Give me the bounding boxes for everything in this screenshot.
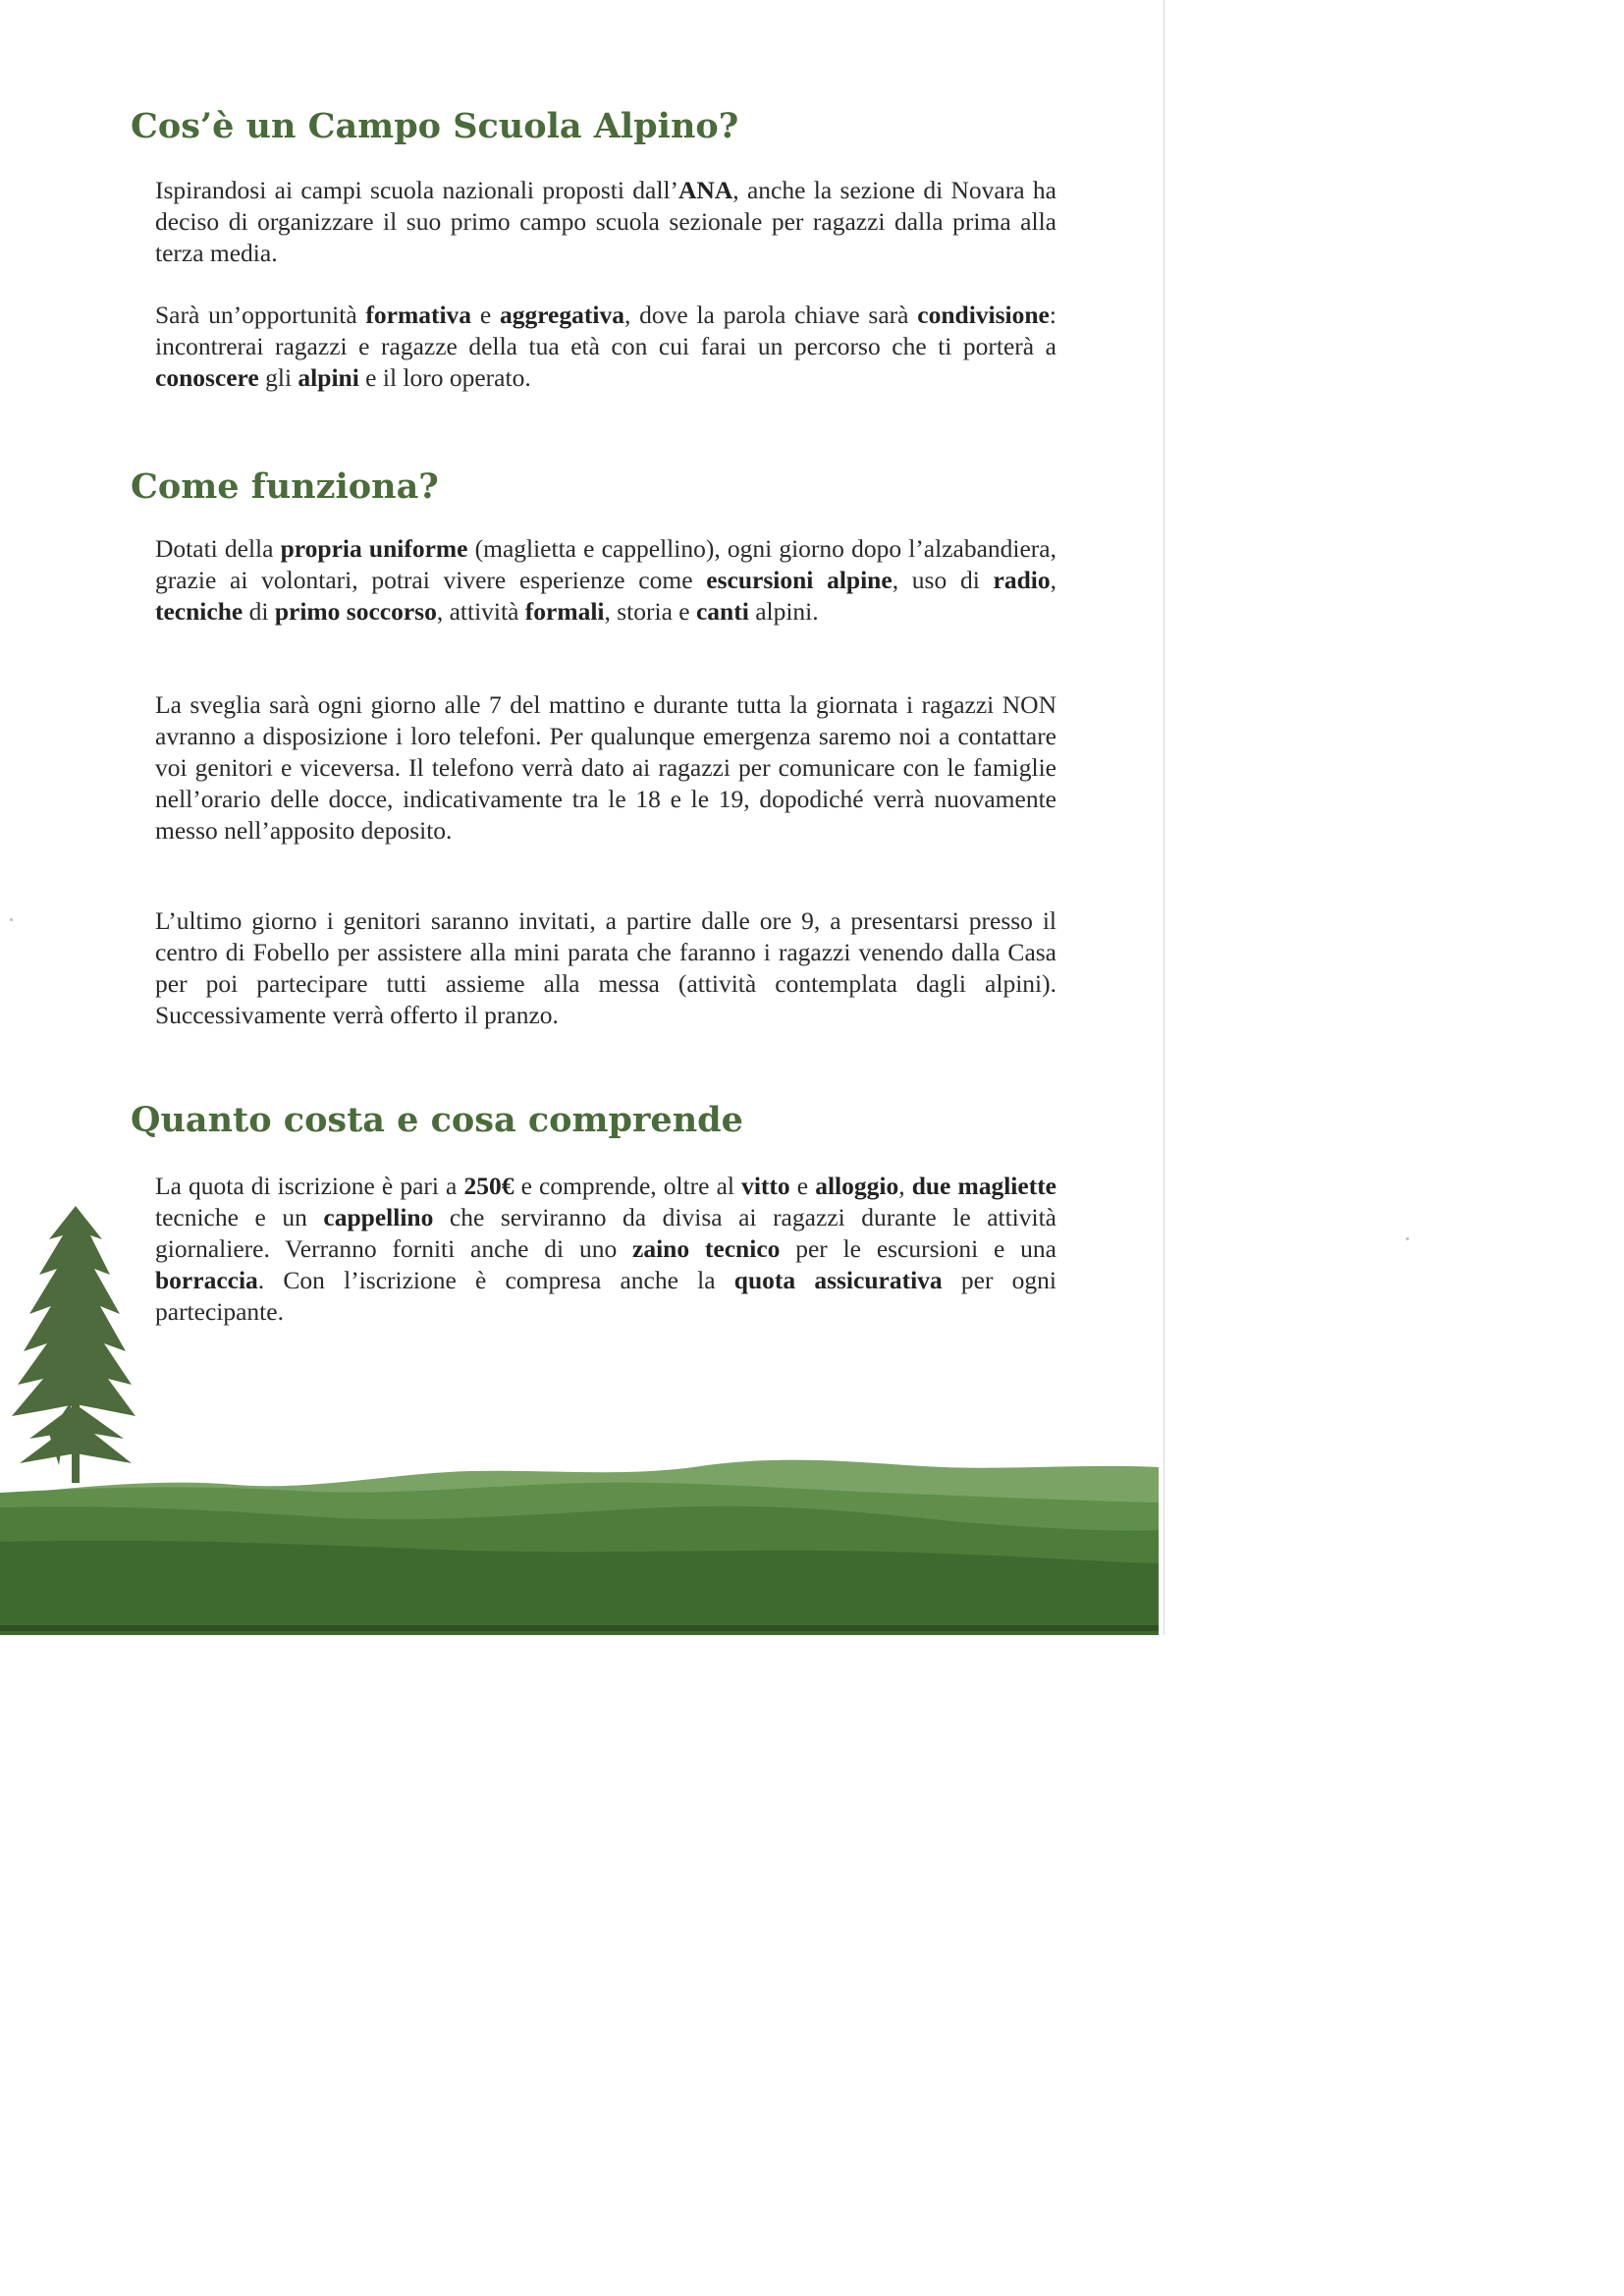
section-heading-quanto-costa: Quanto costa e cosa comprende [131, 1100, 743, 1140]
rolling-hills-illustration [0, 1460, 1159, 1635]
paragraph: L’ultimo giorno i genitori saranno invitati, a partire dalle ore 9, a presentarsi presso il centro di Fobello per assistere alla mini parata che faranno i ragazzi venendo dalla Casa per poi partecipare tutti assieme alla messa (attività contemplata dagli alpini). Successivamente verrà offerto il pranzo. [155, 906, 1056, 1029]
emphasis-text: propria uniforme [280, 534, 468, 563]
emphasis-text: ANA [678, 176, 733, 204]
paragraph: La sveglia sarà ogni giorno alle 7 del mattino e durante tutta la giornata i ragazzi NON avranno a disposizione i loro telefoni. Per qualunque emergenza saremo noi a contattare voi genitori e viceversa. Il telefono verrà dato ai ragazzi per comunicare con le famiglie nell’orario delle docce, indicativamente tra le 18 e le 19, dopodiché verrà nuovamente messo nell’apposito deposito. [155, 690, 1056, 845]
emphasis-text: tecniche [155, 597, 244, 626]
emphasis-text: vitto [741, 1172, 790, 1200]
emphasis-text: primo soccorso [274, 597, 437, 626]
emphasis-text: due magliette [911, 1172, 1056, 1200]
emphasis-text: alpini [298, 363, 359, 392]
pine-tree-illustration [12, 1206, 135, 1483]
emphasis-text: canti [695, 597, 749, 626]
emphasis-text: borraccia [155, 1266, 258, 1294]
emphasis-text: aggregativa [499, 301, 624, 329]
emphasis-text: zaino tecnico [632, 1234, 781, 1263]
paragraph: Ispirandosi ai campi scuola nazionali proposti dall’ANA, anche la sezione di Novara ha deciso di organizzare il suo primo campo scuola sezionale per ragazzi dalla prima alla terza media. [155, 176, 1056, 267]
scan-speck [10, 918, 13, 921]
section-heading-come-funziona: Come funziona? [131, 466, 439, 507]
emphasis-text: 250€ [463, 1172, 514, 1200]
emphasis-text: escursioni alpine [706, 566, 893, 594]
emphasis-text: formali [524, 597, 605, 626]
section-heading-campo-scuola: Cos’è un Campo Scuola Alpino? [131, 106, 739, 146]
emphasis-text: alloggio [815, 1172, 899, 1200]
emphasis-text: conoscere [155, 363, 259, 392]
paragraph: La quota di iscrizione è pari a 250€ e comprende, oltre al vitto e alloggio, due magliette tecniche e un cappellino che serviranno da divisa ai ragazzi durante le attività giornaliere. Verranno forniti anche di uno zaino tecnico per le escursioni e una borraccia. Con l’iscrizione è compresa anche la quota assicurativa per ogni partecipante. [155, 1172, 1056, 1326]
emphasis-text: formativa [365, 301, 472, 329]
emphasis-text: radio [993, 566, 1051, 594]
emphasis-text: cappellino [323, 1203, 434, 1231]
paragraph: Dotati della propria uniforme (maglietta e cappellino), ogni giorno dopo l’alzabandiera, grazie ai volontari, potrai vivere esperienze come escursioni alpine, uso di radio, tecniche di primo soccorso, attività formali, storia e canti alpini. [155, 534, 1056, 626]
paragraph: Sarà un’opportunità formativa e aggregativa, dove la parola chiave sarà condivisione: incontrerai ragazzi e ragazze della tua età con cui farai un percorso che ti porterà a conoscere gli alpini e il loro operato. [155, 301, 1056, 392]
emphasis-text: quota assicurativa [733, 1266, 943, 1294]
emphasis-text: condivisione [917, 301, 1050, 329]
scan-speck [1406, 1237, 1409, 1240]
